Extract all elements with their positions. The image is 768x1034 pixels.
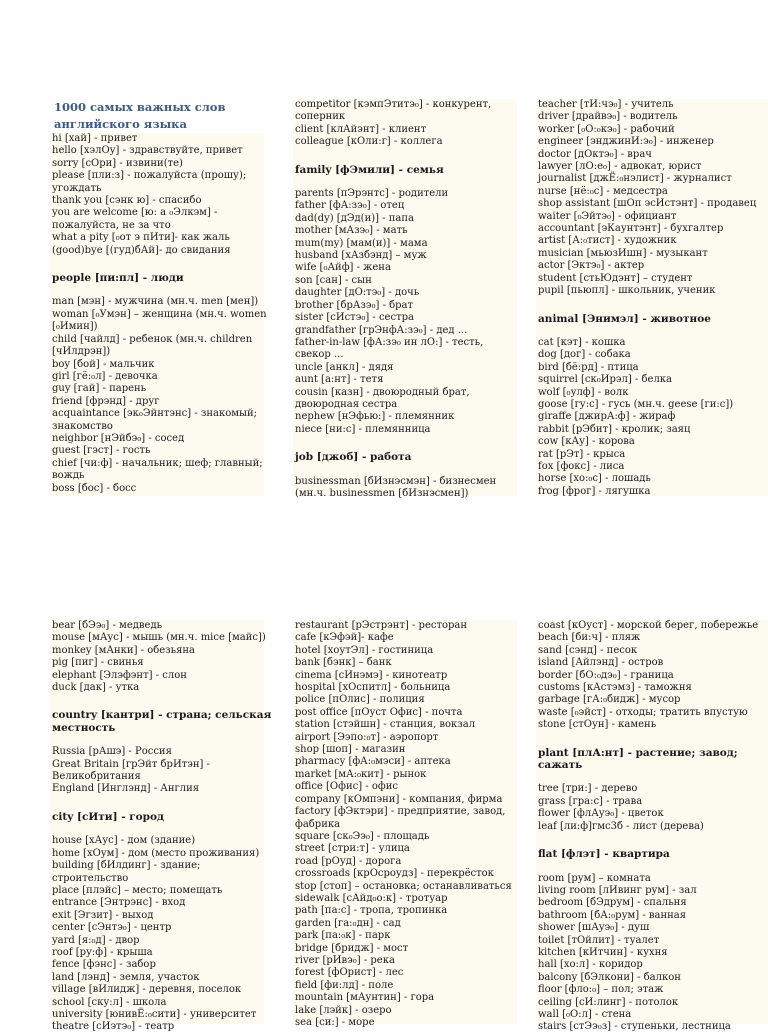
vocab-entry: guest [гэст] - гость [52,445,151,457]
vocab-entry: hello [хэлОу] - здравствуйте, привет [52,145,243,157]
vocab-entry: place [плэйс] – место; помещать [52,884,223,896]
vocab-entry: husband [хАзбэнд] – муж [295,250,427,262]
vocab-entry: пожалуйста, не за что [52,219,171,231]
vocab-entry: stop [стоп] – остановка; останавливаться [295,880,512,892]
vocab-entry: bank [бэнк] – банк [295,657,392,669]
vocab-entry: wolf [₀улф] - волк [538,386,629,398]
vocab-entry: tree [три:] - дерево [538,783,638,795]
vocab-entry: bird [бё:рд] - птица [538,361,639,373]
vocab-entry: cafe [кЭфэй]- кафе [295,632,394,644]
vocab-entry: park [па:₀к] - парк [295,930,391,942]
section-heading: animal [Энимэл] - животное [538,312,711,325]
spacer [295,436,515,448]
vocab-entry: competitor [кэмпЭтитэ₀] - конкурент, [295,99,492,110]
vocab-entry: teacher [тИ:чэ₀] - учитель [538,99,674,110]
vocab-entry: girl [гё:₀л] - девочка [52,370,158,382]
section-heading: family [фЭмили] - семья [295,163,444,176]
vocab-entry: airport [Ээпо:₀т] - аэропорт [295,731,439,743]
vocab-entry: market [мА:₀кит] - рынок [295,768,427,780]
vocab-entry: wife [₀Айф] - жена [295,262,391,274]
vocab-entry: bear [бЭэ₀] - медведь [52,620,163,631]
vocab-entry: flower [флАуэ₀] - цветок [538,808,664,820]
vocab-entry: stairs [стЭэ₀з] - ступеньки, лестница [538,1021,731,1033]
vocab-entry: dad(dy) [дЭд(и)] - папа [295,212,415,224]
vocab-entry: nurse [нё:₀с] - медсестра [538,185,668,197]
vocab-entry: (мн.ч. businessmen [бИзнэсмен]) [295,487,469,499]
vocab-entry: post office [пОуст Офис] - почта [295,706,463,718]
vocab-entry: roof [ру:ф] - крыша [52,946,153,958]
vocab-entry: frog [фрог] - лягушка [538,485,651,497]
vocab-entry: bedroom [бЭдрум] - спальня [538,897,687,909]
vocab-entry: what a pity [₀от э пИти]- как жаль [52,232,230,244]
vocab-entry: factory [фЭктэри] - предприятие, завод, [295,806,506,818]
vocab-entry: crossroads [крОсроудз] - перекрёсток [295,868,494,880]
vocab-entry: leaf [ли:ф]гмс3б - лист (дерева) [538,820,704,832]
vocab-entry: square [ск₀Ээ₀] - площадь [295,830,430,842]
vocab-entry: rat [рЭт] - крыса [538,448,626,460]
vocab-entry: please [пли:з] - пожалуйста (прошу); [52,170,247,182]
section-heading: сажать [538,759,583,772]
vocab-entry: goose [гу:с] - гусь (мн.ч. geese [ги:с]) [538,398,734,410]
vocab-entry: artist [А:₀тист] - художник [538,235,677,247]
vocab-entry: waste [₀эйст] - отходы; тратить впустую [538,706,748,718]
vocab-entry: house [хАус] - дом (здание) [52,835,196,847]
vocab-entry: acquaintance [эк₀Эйнтэнс] - знакомый; [52,408,258,420]
vocab-entry: bathroom [бА:₀рум] - ванная [538,909,687,921]
vocab-entry: elephant [Элэфэнт] - слон [52,669,187,681]
vocab-entry: boy [бой] - мальчик [52,358,155,370]
vocab-entry: sister [сИстэ₀] - сестра [295,312,414,324]
vocab-entry: lawyer [лО:е₀] - адвокат, юрист [538,161,702,173]
vocab-entry: mountain [мАунтин] - гора [295,992,435,1004]
vocab-entry: Russia [рАшэ] - Россия [52,746,172,758]
vocab-entry: road [рОуд] - дорога [295,855,402,867]
vocab-entry: woman [₀Умэн] – женщина (мн.ч. women [52,308,267,320]
vocab-entry: вождь [52,470,85,482]
vocab-entry: mum(my) [мам(и)] - мама [295,237,428,249]
spacer [538,325,768,337]
vocab-entry: coast [кОуст] - морской берег, побережье [538,620,759,631]
vocab-entry: [чИлдрэн]) [52,346,111,358]
vocab-entry: mouse [мАус] - мышь (мн.ч. mice [майс]) [52,632,266,644]
vocab-entry: theatre [сИэтэ₀] - театр [52,1021,175,1033]
vocab-entry: cat [кэт] - кошка [538,336,626,348]
vocab-entry: duck [дак] - утка [52,682,140,694]
vocab-entry: doctor [дОктэ₀] - врач [538,148,652,160]
vocab-entry: [₀Имин]) [52,321,98,333]
vocab-entry: accountant [эКаунтэнт] - бухгалтер [538,223,724,235]
vocab-entry: guy [гай] - парень [52,383,147,395]
spacer [52,796,262,808]
vocab-entry: worker [₀О:₀кэ₀] - рабочий [538,123,675,135]
vocab-entry: waiter [₀Эйтэ₀] - официант [538,210,677,222]
vocab-entry: driver [драйвэ₀] - водитель [538,111,678,123]
word-column-6 [536,620,768,1033]
vocab-entry: street [стри:т] - улица [295,843,410,855]
vocab-entry: path [па:с] - тропа, тропинка [295,905,448,917]
vocab-entry: hospital [хОспитл] - больница [295,682,451,694]
vocab-entry: grass [гра:с] - трава [538,795,643,807]
vocab-entry: uncle [анкл] - дядя [295,361,394,373]
vocab-entry: neighbor [нЭйбэ₀] - сосед [52,432,185,444]
word-column-2 [293,99,517,499]
vocab-entry: river [рИвэ₀] - река [295,954,395,966]
vocab-entry: company [кОмпэни] - компания, фирма [295,793,503,805]
section-heading: country [кантри] - страна; сельская [52,709,272,722]
vocab-entry: угождать [52,182,102,194]
vocab-entry: daughter [дО:тэ₀] - дочь [295,287,420,299]
vocab-entry: cinema [сИнэмэ] - кинотеатр [295,669,448,681]
vocab-entry: friend [фрэнд] - друг [52,395,160,407]
vocab-entry: hi [хай] - привет [52,133,138,144]
vocab-entry: you are welcome [ю: а ₀Элкэм] - [52,207,218,219]
vocab-entry: yard [я:₀д] - двор [52,934,140,946]
vocab-entry: cousin [казн] - двоюродный брат, [295,386,470,398]
vocab-entry: cow [кАу] - корова [538,436,635,448]
vocab-entry: Великобритания [52,771,141,783]
vocab-entry: customs [кАстэмз] - таможня [538,682,692,694]
vocab-entry: balcony [бЭлкони] - балкон [538,971,681,983]
vocab-entry: chief [чи:ф] - начальник; шеф; главный; [52,457,263,469]
vocab-entry: fence [фэнс] - забор [52,959,156,971]
vocab-entry: garbage [гА:₀бидж] - мусор [538,694,681,706]
vocab-entry: ceiling [сИ:линг] - потолок [538,996,679,1008]
vocab-entry: squirrel [ск₀Ирэл] - белка [538,374,673,386]
section-heading: местность [52,721,116,734]
vocab-entry: colleague [кОли:г] - коллега [295,136,443,148]
vocab-entry: pupil [пьюпл] - школьник, ученик [538,285,716,297]
vocab-entry: fox [фокс] - лиса [538,460,625,472]
section-heading: city [сИти] - город [52,810,164,823]
word-column-1 [50,133,267,496]
vocab-entry: lake [лэйк] - озеро [295,1004,392,1016]
vocab-entry: hall [хо:л] - коридор [538,959,643,971]
vocab-entry: student [стьЮдэнт] – студент [538,272,693,284]
spacer [538,861,768,873]
vocab-entry: kitchen [кИтчин] - кухня [538,946,668,958]
vocab-entry: stone [стОун] - камень [538,719,657,731]
section-heading: job [джоб] - работа [295,451,412,464]
vocab-entry: businessman [бИзнэсмэн] - бизнесмен [295,475,497,487]
vocab-entry: parents [пЭрэнтс] - родители [295,188,449,200]
spacer [52,257,262,269]
vocab-entry: journalist [джЁ:₀нэлист] - журналист [538,173,732,185]
vocab-entry: center [сЭнтэ₀] - центр [52,922,172,934]
vocab-entry: school [ску:л] - школа [52,996,167,1008]
vocab-entry: son [сан] - сын [295,274,372,286]
vocab-entry: hotel [хоутЭл] - гостиница [295,644,434,656]
vocab-entry: garden [га:₀дн] - сад [295,917,401,929]
vocab-entry: rabbit [рЭбит] - кролик; заяц [538,423,691,435]
spacer [538,298,768,310]
spacer [538,771,768,783]
vocab-entry: village [вИлидж] - деревня, поселок [52,984,242,996]
vocab-entry: shower [шАуэ₀] - душ [538,922,650,934]
vocab-entry: shop assistant [шОп эсИстэнт] - продавец [538,198,757,210]
vocab-entry: living room [лИвинг рум] - зал [538,884,697,896]
title-line-1: 1000 самых важных слов [54,100,226,114]
vocab-entry: child [чайлд] - ребенок (мн.ч. children [52,333,253,345]
vocab-entry: niece [ни:с] - племянница [295,423,431,435]
vocab-entry: exit [Эгзит] - выход [52,909,154,921]
vocab-entry: actor [Эктэ₀] - актер [538,260,645,272]
vocab-entry: brother [брАзэ₀] - брат [295,299,414,311]
section-heading: people [пи:пл] - люди [52,272,184,285]
vocab-entry: station [стэйшн] - станция, вокзал [295,719,476,731]
vocab-entry: giraffe [джирА:ф] - жираф [538,411,676,423]
vocab-entry: monkey [мАнки] - обезьяна [52,644,196,656]
vocab-entry: mother [мАзэ₀] - мать [295,225,408,237]
vocab-entry: client [клАйэнт] - клиент [295,123,427,135]
vocab-entry: England [Инглэнд] - Англия [52,783,200,795]
word-column-4 [50,620,272,1033]
vocab-entry: police [пОлис] - полиция [295,694,425,706]
vocab-entry: знакомство [52,420,113,432]
spacer [52,284,262,296]
vocab-entry: university [юнивЁ:₀сити] - университет [52,1008,257,1020]
vocab-entry: свекор ... [295,349,344,361]
vocab-entry: toilet [тОйлит] - туалет [538,934,660,946]
vocab-entry: office [Офис] - офис [295,781,398,793]
vocab-entry: border [бО:₀дэ₀] - граница [538,669,674,681]
vocab-entry: pig [пиг] - свинья [52,657,144,669]
vocab-entry: shop [шоп] - магазин [295,744,406,756]
spacer [52,694,262,706]
vocab-entry: field [фи:лд] - поле [295,979,394,991]
spacer [538,732,768,744]
vocab-entry: sorry [сОри] - извини(те) [52,157,183,169]
vocab-entry: sea [си:] - море [295,1017,375,1028]
vocab-entry: island [Айлэнд] - остров [538,657,664,669]
spacer [295,176,515,188]
spacer [52,734,262,746]
vocab-entry: sidewalk [сАйд₀о:к] - тротуар [295,892,448,904]
word-column-5 [293,620,517,1028]
vocab-entry: forest [фОрист] - лес [295,967,404,979]
vocab-entry: man [мэн] - мужчина (мн.ч. men [мен]) [52,296,259,308]
vocab-entry: room [рум] – комната [538,872,651,884]
spacer [295,464,515,476]
vocab-entry: engineer [энджинИ:э₀] - инженер [538,136,714,148]
spacer [538,833,768,845]
vocab-entry: horse [хо:₀с] - лошадь [538,473,651,485]
vocab-entry: grandfather [грЭнфА:зэ₀] - дед ... [295,324,468,336]
vocab-entry: thank you [сэнк ю] - спасибо [52,195,202,207]
vocab-entry: соперник [295,111,346,123]
vocab-entry: father-in-law [фА:зэ₀ ин лО:] - тесть, [295,336,484,348]
vocab-entry: land [лэнд] - земля, участок [52,971,200,983]
vocab-entry: dog [дог] - собака [538,349,631,361]
vocab-entry: строительство [52,872,129,884]
vocab-entry: aunt [а:нт] - тетя [295,374,384,386]
vocab-entry: entrance [Энтрэнс] - вход [52,897,186,909]
section-heading: plant [плА:нт] - растение; завод; [538,746,738,759]
vocab-entry: (good)bye [(гуд)бАй]- до свидания [52,244,231,256]
vocab-entry: boss [бос] - босс [52,482,137,494]
spacer [52,823,262,835]
section-heading: flat [флэт] - квартира [538,848,670,861]
word-column-3 [536,99,768,496]
vocab-entry: musician [мьюзИшн] - музыкант [538,247,708,259]
vocab-entry: фабрика [295,818,341,830]
vocab-entry: building [бИлдинг] - здание; [52,860,201,872]
title-line-2: английского языка [54,117,187,131]
vocab-entry: sand [сэнд] - песок [538,644,638,656]
vocab-entry: bridge [бридж] - мост [295,942,409,954]
vocab-entry: restaurant [рЭстрэнт] - ресторан [295,620,468,631]
vocab-entry: pharmacy [фА:₀мэси] - аптека [295,756,451,768]
vocab-entry: home [хОум] - дом (место проживания) [52,847,260,859]
vocab-entry: floor [фло:₀] – пол; этаж [538,984,664,996]
vocab-entry: Great Britain [грЭйт брИтэн] - [52,758,210,770]
vocab-entry: wall [₀О:л] - стена [538,1008,632,1020]
vocab-entry: двоюродная сестра [295,398,398,410]
document-title [54,99,274,133]
vocab-entry: beach [би:ч] - пляж [538,632,641,644]
vocab-entry: father [фА:зэ₀] - отец [295,200,405,212]
spacer [295,149,515,161]
vocab-entry: nephew [нЭфью:] - племянник [295,411,455,423]
